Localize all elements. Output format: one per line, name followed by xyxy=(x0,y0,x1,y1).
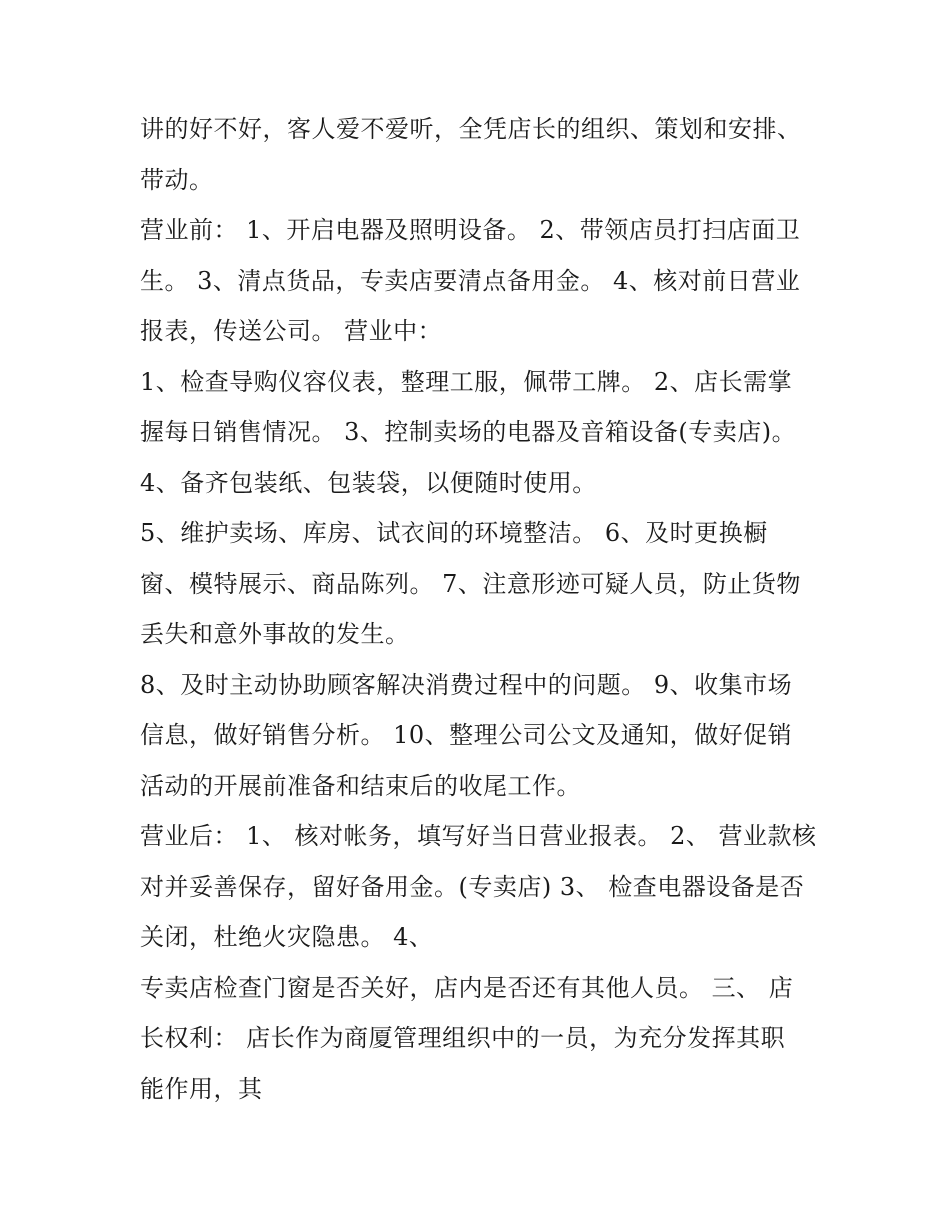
text-line: 1、检查导购仪容仪表，整理工服，佩带工牌。 2、店长需掌 xyxy=(140,367,793,396)
text-line: 长权利： 店长作为商厦管理组织中的一员，为充分发挥其职 xyxy=(140,1024,786,1052)
text-line: 握每日销售情况。 3、控制卖场的电器及音箱设备(专卖店)。 xyxy=(140,418,797,446)
body-text xyxy=(140,104,840,1114)
text-line: 活动的开展前准备和结束后的收尾工作。 xyxy=(140,771,581,800)
text-line: 带动。 xyxy=(140,165,214,194)
text-line: 报表，传送公司。 营业中： xyxy=(140,317,443,345)
text-line: 8、及时主动协助顾客解决消费过程中的问题。 9、收集市场 xyxy=(140,670,793,699)
text-line: 窗、模特展示、商品陈列。 7、注意形迹可疑人员，防止货物 xyxy=(140,569,801,598)
text-line: 讲的好不好，客人爱不爱听，全凭店长的组织、策划和安排、 xyxy=(140,115,802,143)
text-line: 丢失和意外事故的发生。 xyxy=(140,620,410,648)
text-line: 对并妥善保存，留好备用金。(专卖店) 3、 检查电器设备是否 xyxy=(140,872,805,901)
text-line: 4、备齐包装纸、包装袋，以便随时使用。 xyxy=(140,468,597,497)
text-line: 生。 3、清点货品，专卖店要清点备用金。 4、核对前日营业 xyxy=(140,266,801,295)
text-line: 营业后： 1、 核对帐务，填写好当日营业报表。 2、 营业款核 xyxy=(140,822,817,850)
text-line: 营业前： 1、开启电器及照明设备。 2、带领店员打扫店面卫 xyxy=(140,216,801,244)
text-line: 信息，做好销售分析。 10、整理公司公文及通知，做好促销 xyxy=(140,721,793,749)
text-line: 关闭，杜绝火灾隐患。 4、 xyxy=(140,923,434,951)
text-line: 能作用，其 xyxy=(140,1074,263,1103)
text-line: 5、维护卖场、库房、试衣间的环境整洁。 6、及时更换橱 xyxy=(140,519,768,547)
text-line: 专卖店检查门窗是否关好，店内是否还有其他人员。 三、 店 xyxy=(140,973,794,1002)
